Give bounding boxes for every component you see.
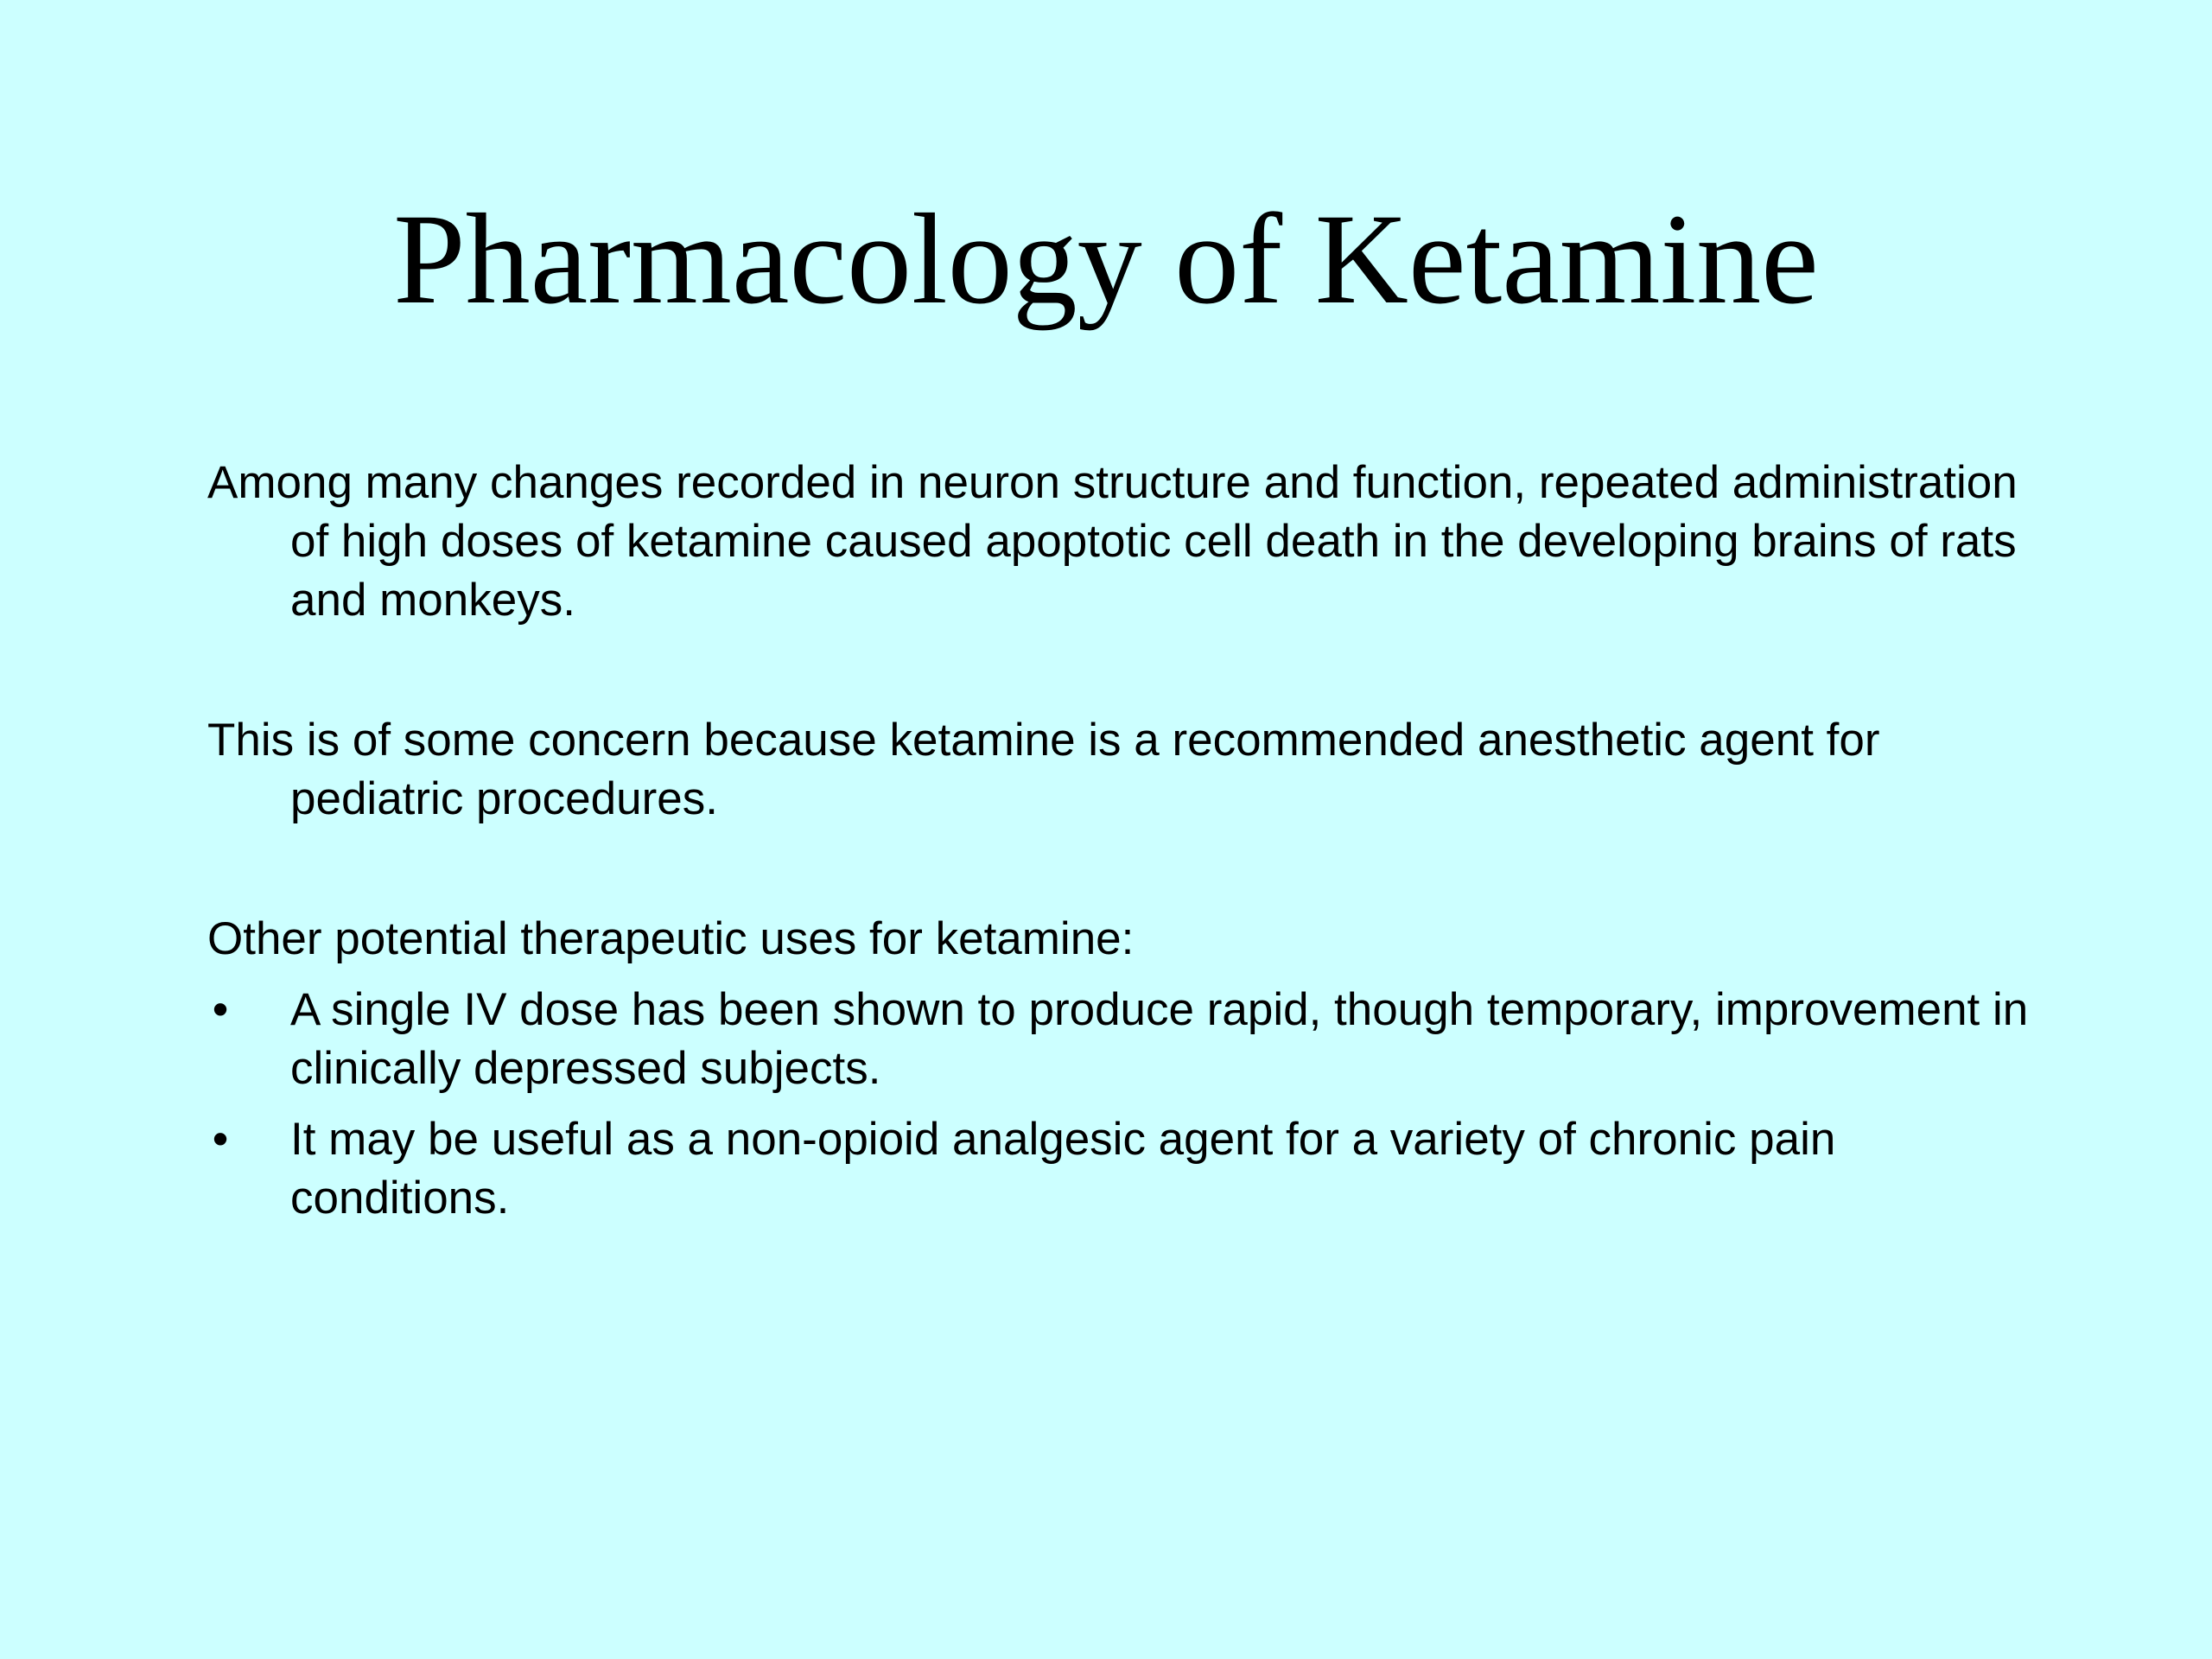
paragraph-other-uses: Other potential therapeutic uses for ketamine: — [207, 913, 1135, 964]
bullet-icon: • — [212, 984, 229, 1035]
bullet-text-analgesic: It may be useful as a non-opioid analgesic agent for a variety of chronic pain conditions. — [290, 1114, 1836, 1224]
paragraph-neuron-changes: Among many changes recorded in neuron structure and function, repeated administration of high doses of ketamine caused apoptotic cell death in the developing brains of rats and monkeys. — [207, 457, 2018, 626]
bullet-text-depression: A single IV dose has been shown to produce rapid, though temporary, improvement in clinically depressed subjects. — [290, 984, 2029, 1094]
slide-body — [207, 454, 2065, 1240]
paragraph-pediatric-concern: This is of some concern because ketamine is a recommended anesthetic agent for pediatric procedures. — [207, 715, 1880, 824]
bullet-icon: • — [212, 1114, 229, 1165]
list-item — [207, 981, 2065, 1098]
list-item — [207, 1110, 2065, 1228]
slide-title: Pharmacology of Ketamine — [393, 188, 1819, 331]
bullet-list-therapeutic-uses — [207, 981, 2065, 1228]
